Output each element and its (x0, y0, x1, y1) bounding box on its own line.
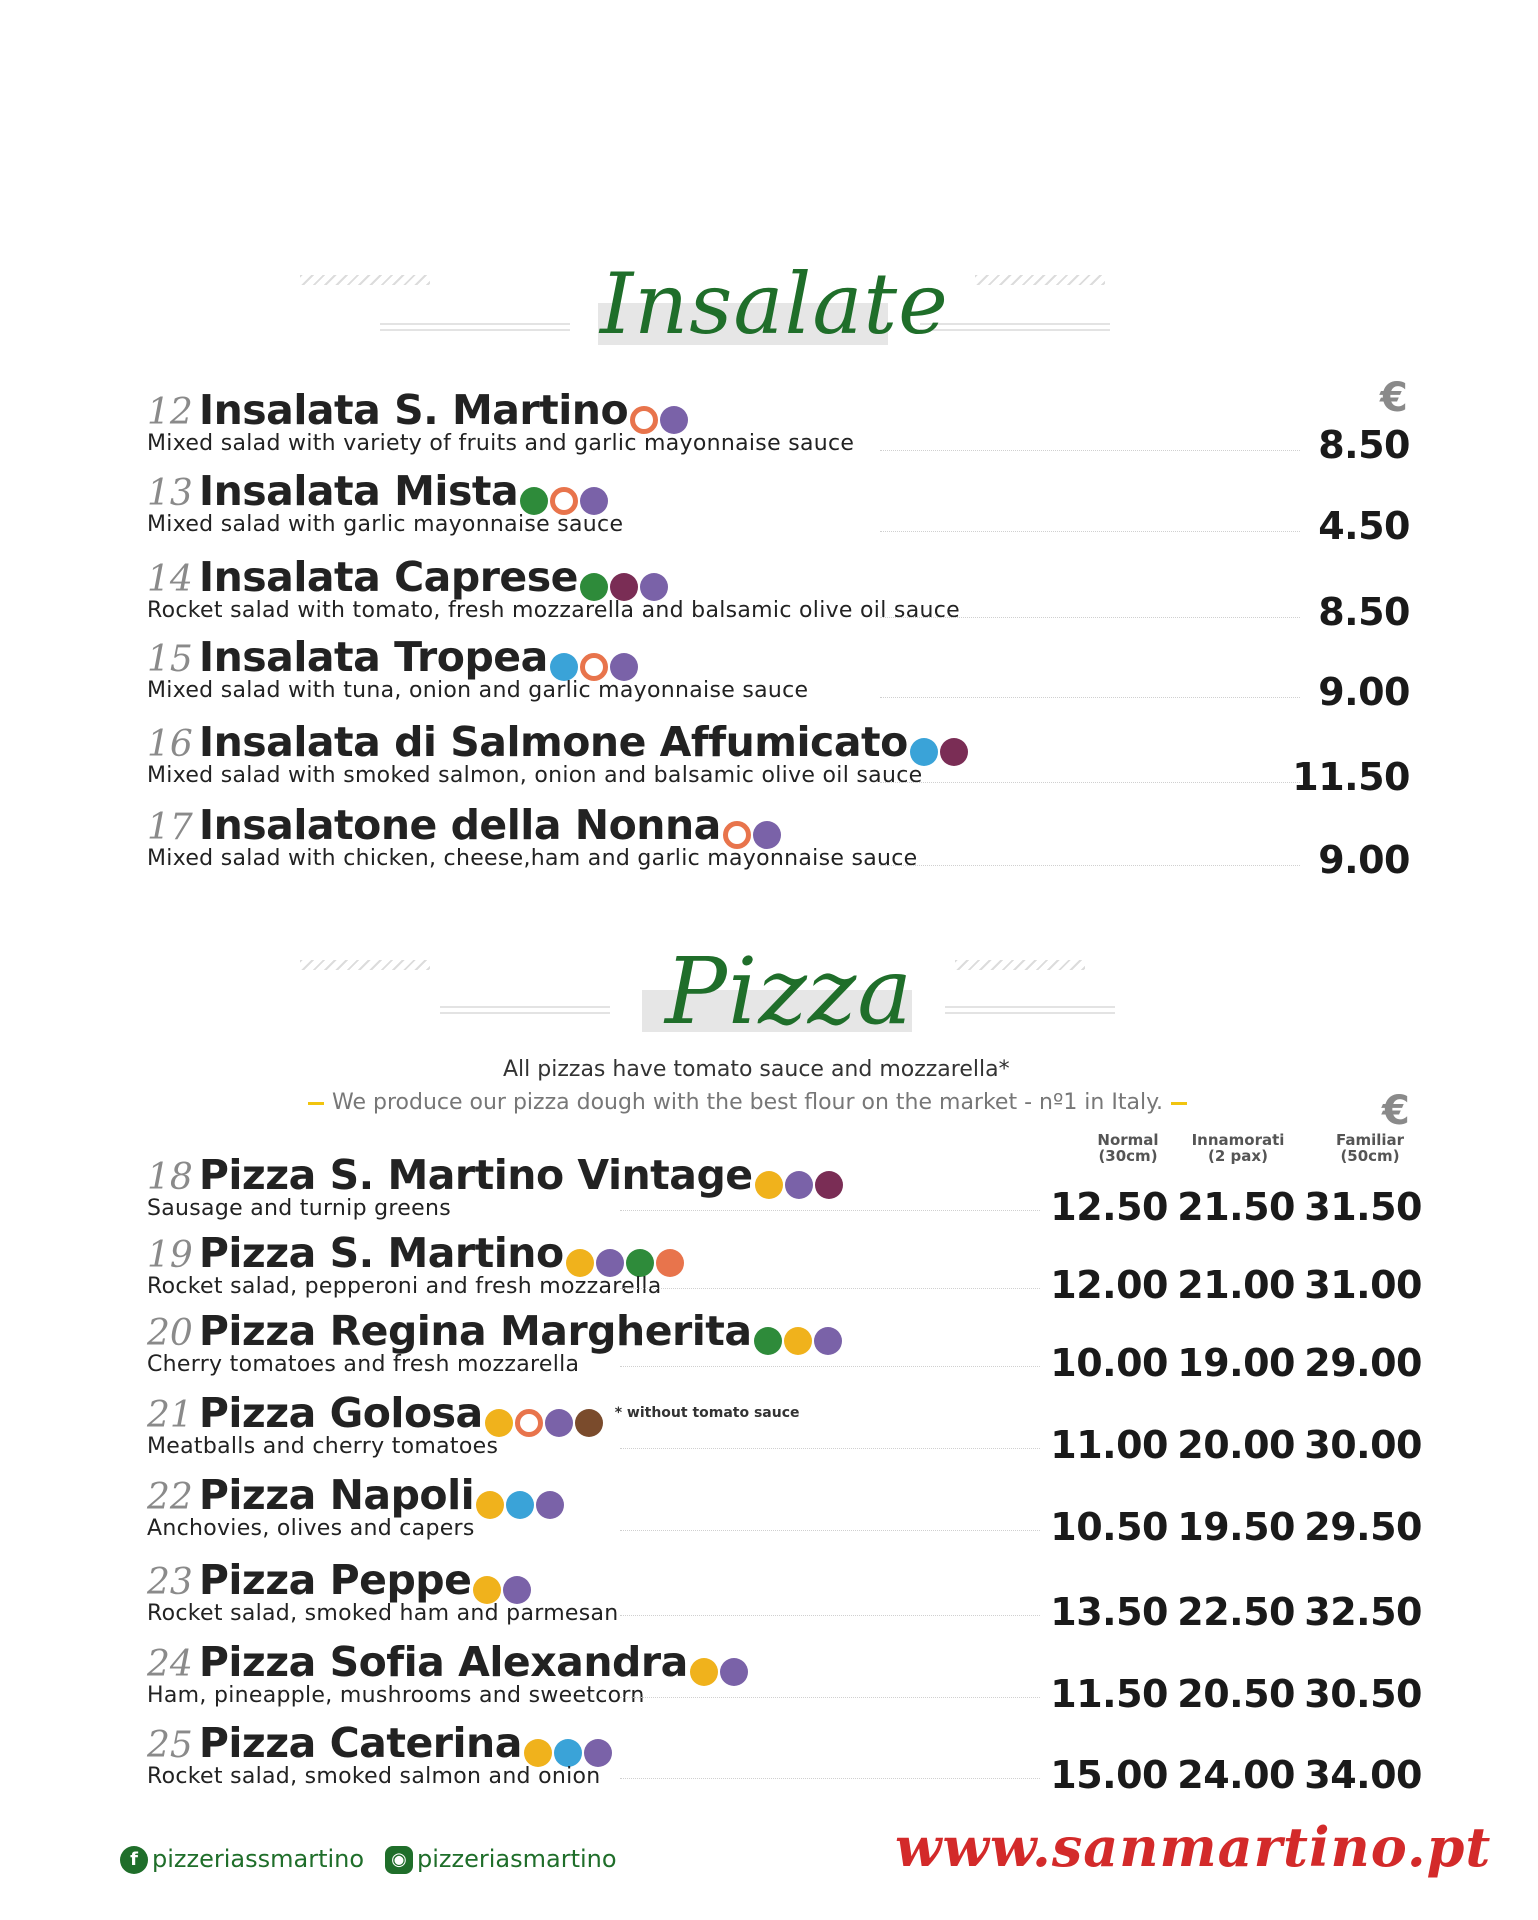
pizza-price-normal: 11.50 (1050, 1672, 1168, 1716)
purple-allergen-icon (580, 487, 608, 515)
item-number: 20 (147, 1313, 193, 1354)
orange-ring-allergen-icon (550, 487, 578, 515)
plum-allergen-icon (815, 1171, 843, 1199)
item-description: Rocket salad with tomato, fresh mozzarella and balsamic olive oil sauce (147, 598, 960, 623)
item-description: Rocket salad, pepperoni and fresh mozzarella (147, 1274, 662, 1299)
menu-item (147, 552, 960, 624)
item-name: Pizza Napoli (198, 1471, 475, 1519)
purple-allergen-icon (720, 1658, 748, 1686)
brown-allergen-icon (575, 1409, 603, 1437)
pizza-price-innamorati: 24.00 (1177, 1753, 1295, 1797)
item-price: 8.50 (1318, 423, 1410, 467)
green-allergen-icon (520, 487, 548, 515)
blue-allergen-icon (910, 738, 938, 766)
yellow-allergen-icon (755, 1171, 783, 1199)
purple-allergen-icon (545, 1409, 573, 1437)
item-name: Pizza Golosa (198, 1389, 483, 1437)
menu-item (147, 800, 917, 872)
item-name: Pizza Regina Margherita (198, 1307, 752, 1355)
item-number: 21 (147, 1395, 193, 1436)
menu-item (147, 1555, 619, 1627)
pizza-price-normal: 12.50 (1050, 1185, 1168, 1229)
menu-item (147, 466, 623, 538)
item-price: 8.50 (1318, 590, 1410, 634)
item-description: Meatballs and cherry tomatoes (147, 1434, 499, 1459)
leader-dots (880, 782, 1300, 783)
pizza-price-familiar: 29.50 (1304, 1505, 1422, 1549)
allergen-icons (755, 1160, 845, 1210)
purple-allergen-icon (536, 1491, 564, 1519)
purple-allergen-icon (610, 653, 638, 681)
yellow-allergen-icon (524, 1739, 552, 1767)
pizza-currency: € (1382, 1088, 1410, 1134)
green-allergen-icon (754, 1327, 782, 1355)
item-price: 9.00 (1318, 838, 1410, 882)
pizza-note-tomato: All pizzas have tomato sauce and mozzarella* (503, 1057, 1010, 1082)
insalate-title: Insalate (600, 255, 949, 353)
pizza-price-familiar: 29.00 (1304, 1341, 1422, 1385)
item-name: Pizza S. Martino Vintage (198, 1151, 753, 1199)
item-number: 19 (147, 1235, 193, 1276)
facebook-icon: f (120, 1846, 148, 1874)
item-name: Pizza Caterina (198, 1719, 522, 1767)
allergen-icons (754, 1316, 844, 1366)
without-tomato-note: * without tomato sauce (614, 1405, 800, 1421)
item-price: 11.50 (1292, 755, 1410, 799)
leader-dots (880, 450, 1300, 451)
item-name: Pizza Peppe (198, 1556, 472, 1604)
pizza-price-normal: 11.00 (1050, 1423, 1168, 1467)
blue-allergen-icon (506, 1491, 534, 1519)
item-number: 24 (147, 1644, 193, 1685)
plum-allergen-icon (940, 738, 968, 766)
yellow-allergen-icon (566, 1249, 594, 1277)
pizza-price-innamorati: 19.00 (1177, 1341, 1295, 1385)
menu-item (147, 1637, 750, 1709)
item-number: 23 (147, 1562, 193, 1603)
item-name: Pizza Sofia Alexandra (198, 1638, 688, 1686)
purple-allergen-icon (660, 406, 688, 434)
facebook-link[interactable] (120, 1845, 364, 1874)
item-number: 16 (147, 724, 193, 765)
instagram-link[interactable] (385, 1845, 617, 1874)
leader-dots (880, 531, 1300, 532)
leader-dots (620, 1697, 1040, 1698)
pizza-price-familiar: 30.00 (1304, 1423, 1422, 1467)
leader-dots (880, 617, 1300, 618)
pizza-price-familiar: 34.00 (1304, 1753, 1422, 1797)
plum-allergen-icon (610, 573, 638, 601)
orange-allergen-icon (656, 1249, 684, 1277)
item-description: Mixed salad with chicken, cheese,ham and garlic mayonnaise sauce (147, 846, 918, 871)
item-name: Insalata di Salmone Affumicato (198, 718, 908, 766)
pizza-price-normal: 10.00 (1050, 1341, 1168, 1385)
leader-dots (620, 1366, 1040, 1367)
yellow-allergen-icon (476, 1491, 504, 1519)
item-description: Cherry tomatoes and fresh mozzarella (147, 1352, 580, 1377)
column-normal: Normal (30cm) (1097, 1131, 1159, 1165)
yellow-allergen-icon (690, 1658, 718, 1686)
leader-dots (880, 865, 1300, 866)
item-price: 4.50 (1318, 504, 1410, 548)
yellow-dash-left (308, 1102, 324, 1105)
menu-item (147, 1388, 800, 1460)
pizza-note-flour (300, 1090, 1195, 1115)
item-name: Pizza S. Martino (198, 1229, 564, 1277)
website-link[interactable]: www.sanmartino.pt (895, 1815, 1492, 1879)
pizza-price-innamorati: 21.00 (1177, 1263, 1295, 1307)
blue-allergen-icon (554, 1739, 582, 1767)
menu-item (147, 1306, 844, 1378)
item-number: 18 (147, 1157, 193, 1198)
item-description: Rocket salad, smoked salmon and onion (147, 1764, 601, 1789)
leader-dots (620, 1288, 1040, 1289)
allergen-icons (476, 1480, 566, 1530)
orange-ring-allergen-icon (580, 653, 608, 681)
pizza-price-familiar: 31.50 (1304, 1185, 1422, 1229)
purple-allergen-icon (596, 1249, 624, 1277)
item-description: Anchovies, olives and capers (147, 1516, 475, 1541)
item-description: Mixed salad with variety of fruits and garlic mayonnaise sauce (147, 431, 855, 456)
menu-item (147, 1228, 686, 1300)
purple-allergen-icon (584, 1739, 612, 1767)
orange-ring-allergen-icon (515, 1409, 543, 1437)
item-description: Mixed salad with smoked salmon, onion and balsamic olive oil sauce (147, 763, 923, 788)
leader-dots (620, 1448, 1040, 1449)
allergen-icons (690, 1647, 750, 1697)
pizza-price-normal: 10.50 (1050, 1505, 1168, 1549)
menu-item (147, 632, 808, 704)
green-allergen-icon (626, 1249, 654, 1277)
menu-item (147, 1470, 566, 1542)
pizza-price-innamorati: 20.50 (1177, 1672, 1295, 1716)
leader-dots (620, 1210, 1040, 1211)
purple-allergen-icon (785, 1171, 813, 1199)
item-description: Sausage and turnip greens (147, 1196, 451, 1221)
pizza-price-familiar: 32.50 (1304, 1590, 1422, 1634)
item-number: 22 (147, 1477, 193, 1518)
purple-allergen-icon (814, 1327, 842, 1355)
item-description: Mixed salad with tuna, onion and garlic mayonnaise sauce (147, 678, 809, 703)
item-description: Mixed salad with garlic mayonnaise sauce (147, 512, 624, 537)
blue-allergen-icon (550, 653, 578, 681)
pizza-price-innamorati: 19.50 (1177, 1505, 1295, 1549)
menu-item (147, 717, 970, 789)
item-number: 13 (147, 473, 193, 514)
pizza-price-familiar: 31.00 (1304, 1263, 1422, 1307)
item-number: 25 (147, 1725, 193, 1766)
pizza-price-normal: 15.00 (1050, 1753, 1168, 1797)
green-allergen-icon (580, 573, 608, 601)
item-description: Rocket salad, smoked ham and parmesan (147, 1601, 619, 1626)
orange-ring-allergen-icon (723, 821, 751, 849)
leader-dots (620, 1530, 1040, 1531)
pizza-price-innamorati: 22.50 (1177, 1590, 1295, 1634)
purple-allergen-icon (640, 573, 668, 601)
allergen-icons (485, 1398, 605, 1448)
item-number: 14 (147, 559, 193, 600)
item-name: Insalata Caprese (198, 553, 578, 601)
flour-note-text: We produce our pizza dough with the best flour on the market - nº1 in Italy. (332, 1090, 1163, 1115)
pizza-heading (0, 938, 1538, 1070)
leader-dots (880, 697, 1300, 698)
pizza-price-normal: 12.00 (1050, 1263, 1168, 1307)
yellow-dash-right (1171, 1102, 1187, 1105)
item-name: Insalatone della Nonna (198, 801, 721, 849)
item-name: Insalata Mista (198, 467, 519, 515)
facebook-handle: pizzeriassmartino (152, 1845, 365, 1873)
item-price: 9.00 (1318, 670, 1410, 714)
item-number: 17 (147, 807, 193, 848)
insalate-currency: € (1380, 375, 1408, 421)
pizza-price-innamorati: 21.50 (1177, 1185, 1295, 1229)
menu-item (147, 1150, 845, 1222)
instagram-handle: pizzeriasmartino (417, 1845, 617, 1873)
pizza-price-familiar: 30.50 (1304, 1672, 1422, 1716)
item-number: 15 (147, 639, 193, 680)
yellow-allergen-icon (473, 1576, 501, 1604)
pizza-price-innamorati: 20.00 (1177, 1423, 1295, 1467)
menu-item (147, 385, 854, 457)
leader-dots (620, 1778, 1040, 1779)
purple-allergen-icon (753, 821, 781, 849)
instagram-icon: ◉ (385, 1846, 413, 1874)
column-innamorati: Innamorati (2 pax) (1191, 1131, 1285, 1165)
item-description: Ham, pineapple, mushrooms and sweetcorn (147, 1683, 645, 1708)
yellow-allergen-icon (485, 1409, 513, 1437)
pizza-title: Pizza (665, 938, 914, 1045)
pizza-price-normal: 13.50 (1050, 1590, 1168, 1634)
purple-allergen-icon (503, 1576, 531, 1604)
menu-item (147, 1718, 614, 1790)
item-number: 12 (147, 392, 193, 433)
item-name: Insalata S. Martino (198, 386, 629, 434)
item-name: Insalata Tropea (198, 633, 548, 681)
leader-dots (620, 1615, 1040, 1616)
insalate-heading (0, 255, 1538, 375)
column-familiar: Familiar (50cm) (1335, 1131, 1405, 1165)
yellow-allergen-icon (784, 1327, 812, 1355)
orange-ring-allergen-icon (630, 406, 658, 434)
